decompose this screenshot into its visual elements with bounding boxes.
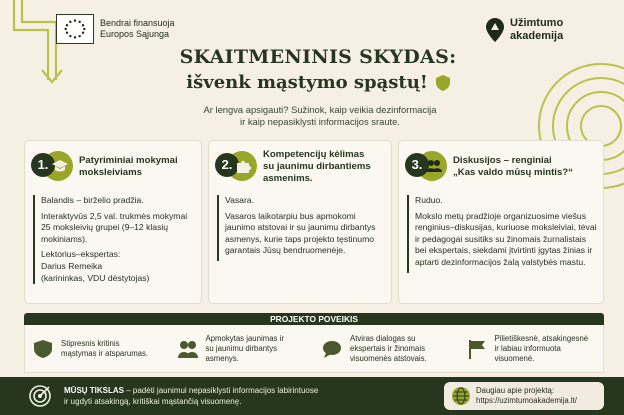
title-line1: SKAITMENINIS SKYDAS: [179,46,457,68]
card-lecturer-role: (karininkas, VDU dėstytojas) [41,272,150,283]
goal-label: MŪSŲ TIKSLAS [64,386,124,395]
eu-funding-block [56,14,175,44]
shield-icon [436,75,450,91]
card-title-line: „Kas valdo mūsų mintis?“ [453,167,573,178]
page-title [168,46,468,93]
card-title-line: asmenims. [263,173,313,184]
impact-text: Apmokytas jaunimas ir [205,333,284,343]
impact-text: Stipresnis kritinis [61,338,120,348]
impact-text: visuomenė. [494,353,535,363]
footer-bar [0,377,624,415]
project-link-box[interactable] [444,382,604,410]
card-student-training [24,140,202,304]
logo-line2: akademija [510,30,564,42]
card-number: 2. [215,153,239,177]
impact-text: asmenys. [205,353,239,363]
impact-panel [24,325,604,373]
eu-text-line2: Europos Sąjunga [100,29,170,39]
eu-text-line1: Bendrai finansuoja [100,18,175,28]
title-line2: išvenk mąstymo spąstų! [186,72,428,93]
card-title-line: Patyriminiai mokymai [79,155,178,166]
goal-text: ir ugdyti atsakingą, kritiškai mąstančią visuomenę. [64,397,242,406]
card-period: Ruduo. [415,195,443,205]
impact-heading: PROJEKTO POVEIKIS [24,313,604,325]
card-title-line: su jaunimu dirbantiems [263,161,371,172]
impact-item [25,325,170,372]
location-pin-icon [486,18,504,42]
project-url-link[interactable]: https://uzimtumoakademija.lt/ [476,396,577,405]
card-title [453,155,573,179]
card-lecturer-label: Lektorius–ekspertas: [41,249,121,260]
card-number: 1. [31,153,55,177]
shield-icon [33,339,53,359]
impact-item [170,325,315,372]
card-lecturer-name: Darius Remeika [41,260,103,271]
intro-text [150,104,490,128]
project-goal [64,385,394,407]
card-title-line: Diskusijos – renginiai [453,155,552,166]
card-number-badge [217,148,255,186]
target-icon [28,384,52,408]
impact-text: Atviras dialogas su [350,333,416,343]
intro-line2: ir kaip nepasiklysti informacijos sraute. [240,116,400,127]
graduation-cap-icon [52,159,68,173]
logo-line1: Užimtumo [510,17,564,29]
card-body [407,195,597,273]
impact-text: su jaunimu dirbantys [205,343,278,353]
impact-text: visuomenės atstovais. [350,353,427,363]
card-number-badge [33,148,71,186]
impact-text: mąstymas ir atsparumas. [61,348,149,358]
puzzle-icon [236,159,252,173]
people-icon [178,339,198,359]
impact-text: ekspertais ir žinomais [350,343,425,353]
impact-text: ir labiau informuota [494,343,561,353]
card-title [263,149,371,185]
eu-flag-icon [56,14,94,44]
flag-icon [467,339,487,359]
intro-line1: Ar lengva apsigauti? Sužinok, kaip veikia dezinformacija [203,104,437,115]
card-body [33,195,195,284]
card-body [217,195,385,261]
impact-item [314,325,459,372]
card-number-badge [407,148,445,186]
chat-bubble-icon [322,339,342,359]
link-label: Daugiau apie projektą: [476,386,555,395]
impact-text: Pilietiškesnė, atsakingesnė [494,333,589,343]
card-title [79,155,178,179]
card-period: Balandis – birželio pradžia. [41,195,144,205]
people-icon [426,159,442,173]
card-description: Mokslo metų pradžioje organizuosime viešus renginius–diskusijas, kuriuose moksleiviai, tėvai ir pedagogai susitiks su žinomais žurnalistais bei ekspertais, siekdami įtvirtinti įgytas žinias ir aptarti dezinformacijos žalą valstybės mastu. [415,210,597,267]
card-title-line: moksleiviams [79,167,142,178]
card-description: Interaktyvūs 2,5 val. trukmės mokymai 25 moksleivių grupei (9–12 klasių mokiniams). [41,210,188,244]
card-period: Vasara. [225,195,254,205]
card-discussions [398,140,604,304]
uzimtumo-akademija-logo [486,17,563,43]
goal-text: – padėti jaunimui nepasiklysti informacijos labirintuose [124,386,319,395]
card-title-line: Kompetencijų kėlimas [263,149,365,160]
card-competence-building [208,140,392,304]
globe-icon [452,387,470,405]
card-description: Vasaros laikotarpiu bus apmokomi jaunimo atstovai ir su jaunimu dirbantys asmenys, kurie taps projekto tęstinumo garantais Jūsų bendruomenėje. [225,210,376,256]
card-number: 3. [405,153,429,177]
impact-item [459,325,604,372]
